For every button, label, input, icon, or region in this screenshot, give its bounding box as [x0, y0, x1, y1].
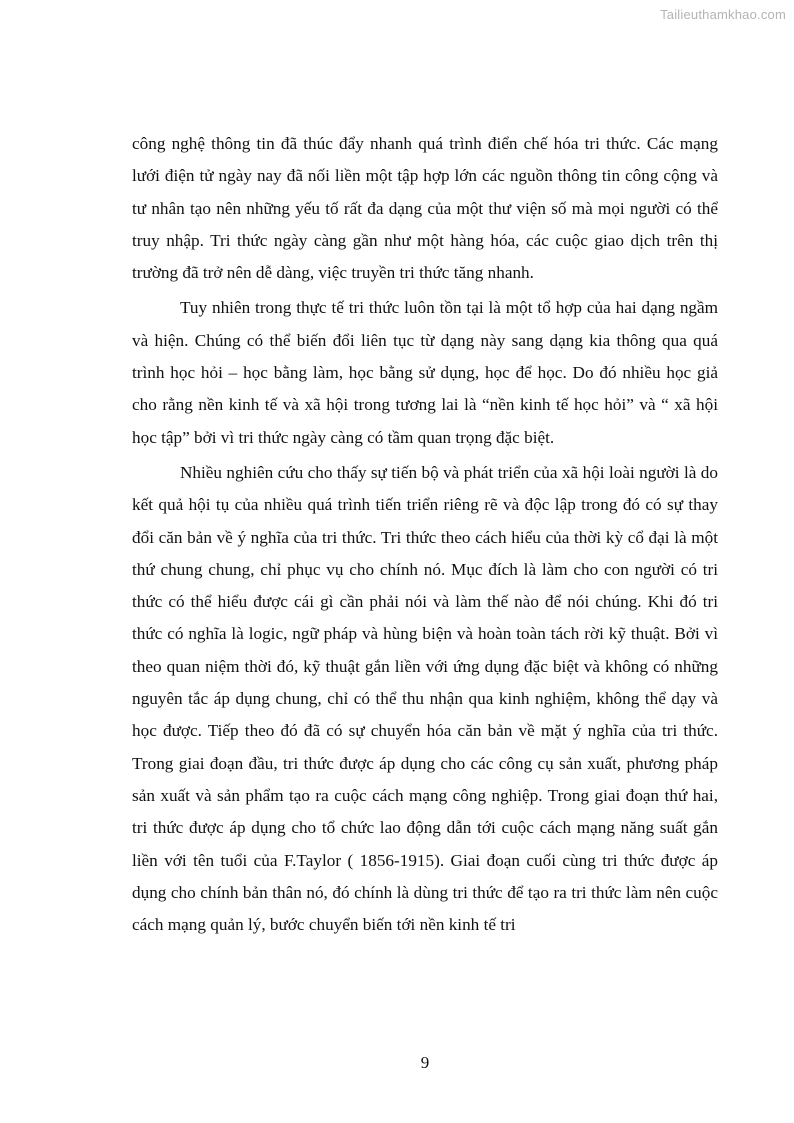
paragraph-2: Tuy nhiên trong thực tế tri thức luôn tồn tại là một tổ hợp của hai dạng ngầm và hiện. Chúng có thể biến đổi liên tục từ dạng này sang dạng kia thông qua quá trình học hỏi – học bằng làm, học bằng sử dụng, học để học. Do đó nhiều học giả cho rằng nền kinh tế và xã hội trong tương lai là “nền kinh tế học hỏi” và “ xã hội học tập” bởi vì tri thức ngày càng có tầm quan trọng đặc biệt.	[132, 298, 718, 447]
watermark-text: Tailieuthamkhao.com	[660, 7, 786, 22]
document-body	[132, 128, 718, 941]
paragraph-3: Nhiều nghiên cứu cho thấy sự tiến bộ và phát triển của xã hội loài người là do kết quả hội tụ của nhiều quá trình tiến triển riêng rẽ và độc lập trong đó có sự thay đổi căn bản về ý nghĩa của tri thức. Tri thức theo cách hiểu của thời kỳ cổ đại là một thứ chung chung, chỉ phục vụ cho chính nó. Mục đích là làm cho con người có tri thức có thể hiểu được cái gì cần phải nói và làm thế nào để nói chúng. Khi đó tri thức có nghĩa là logic, ngữ pháp và hùng biện và hoàn toàn tách rời kỹ thuật. Bởi vì theo quan niệm thời đó, kỹ thuật gắn liền với ứng dụng đặc biệt và không có những nguyên tắc áp dụng chung, chỉ có thể thu nhận qua kinh nghiệm, không thể dạy và học được. Tiếp theo đó đã có sự chuyển hóa căn bản về mặt ý nghĩa của tri thức. Trong giai đoạn đầu, tri thức được áp dụng cho các công cụ sản xuất, phương pháp sản xuất và sản phẩm tạo ra cuộc cách mạng công nghiệp. Trong giai đoạn thứ hai, tri thức được áp dụng cho tổ chức lao động dẫn tới cuộc cách mạng năng suất gắn liền với tên tuổi của F.Taylor ( 1856-1915). Giai đoạn cuối cùng tri thức được áp dụng cho chính bản thân nó, đó chính là dùng tri thức để tạo ra tri thức làm nên cuộc cách mạng quản lý, bước chuyển biến tới nền kinh tế tri	[132, 462, 718, 935]
paragraph-1: công nghệ thông tin đã thúc đẩy nhanh quá trình điển chế hóa tri thức. Các mạng lưới điện tử ngày nay đã nối liền một tập hợp lớn các nguồn thông tin công cộng và tư nhân tạo nên những yếu tố rất đa dạng của một thư viện số mà mọi người có thể truy nhập. Tri thức ngày càng gần như một hàng hóa, các cuộc giao dịch trên thị trường đã trở nên dễ dàng, việc truyền tri thức tăng nhanh.	[132, 134, 718, 283]
page-number: 9	[420, 1053, 430, 1072]
